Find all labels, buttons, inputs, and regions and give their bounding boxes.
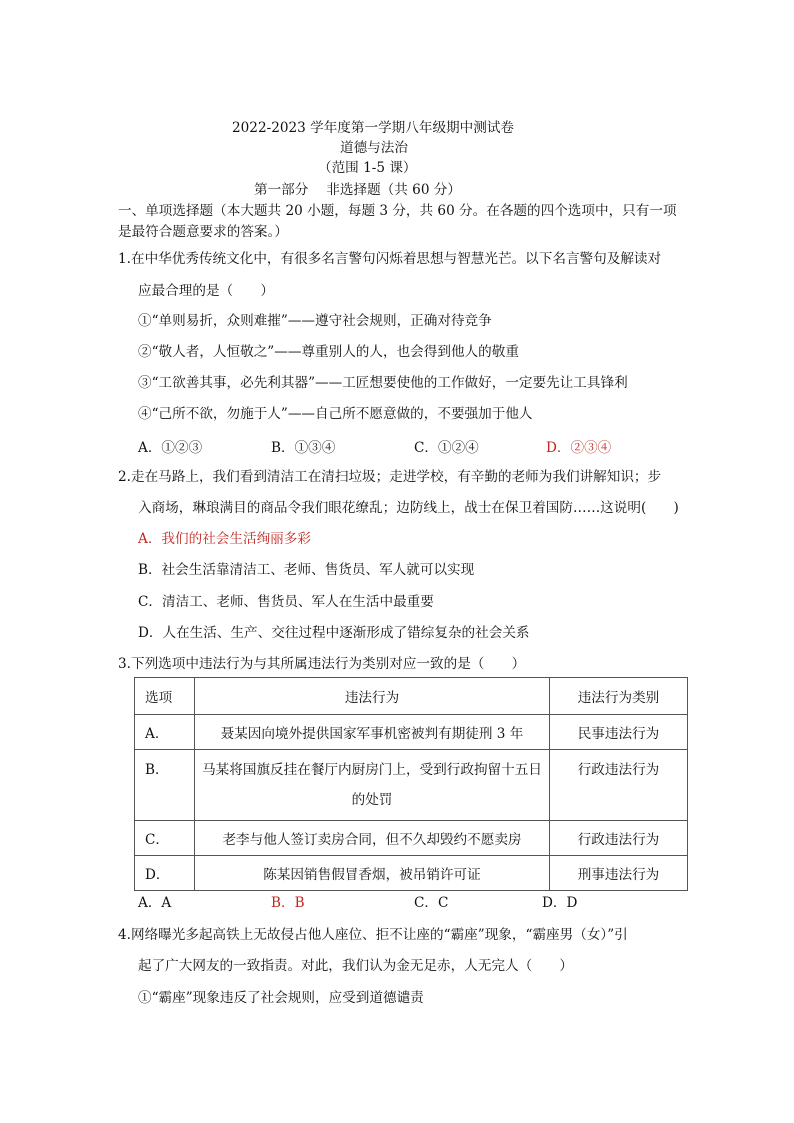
scope-note: （范围 1-5 课） [318, 160, 417, 176]
q3-options [138, 891, 678, 911]
part-title: 第一部分 非选择题（共 60 分） [254, 182, 461, 198]
q3-option-b[interactable]: B．B [271, 895, 305, 911]
q3-table [134, 677, 688, 891]
q3-header-option: 选项 [135, 678, 195, 715]
exam-title: 2022-2023 学年度第一学期八年级期中测试卷 [232, 120, 515, 136]
q1-option-a[interactable]: A．①②③ [138, 440, 203, 456]
q3-row-b-behavior: 马某将国旗反挂在餐厅内厨房门上，受到行政拘留十五日的处罚 [195, 750, 550, 821]
q3-option-d[interactable]: D．D [542, 895, 578, 911]
q1-option-b[interactable]: B．①③④ [271, 440, 336, 456]
q1-item-1: ①“单则易折，众则难摧”——遵守社会规则，正确对待竞争 [138, 313, 492, 329]
q3-stem: 3.下列选项中违法行为与其所属违法行为类别对应一致的是（ ） [118, 656, 526, 672]
q3-row-d-category: 刑事违法行为 [550, 856, 688, 891]
q3-row-a-behavior: 聂某因向境外提供国家军事机密被判有期徒刑 3 年 [195, 715, 550, 750]
q1-options [138, 436, 698, 458]
q1-stem-line2: 应最合理的是（ ） [138, 283, 274, 299]
q3-header-behavior: 违法行为 [195, 678, 550, 715]
q3-row-d-behavior: 陈某因销售假冒香烟，被吊销许可证 [195, 856, 550, 891]
table-row [135, 715, 688, 750]
q2-stem-line2: 入商场，琳琅满目的商品令我们眼花缭乱；边防线上，战士在保卫着国防……这说明( ) [138, 500, 679, 516]
q3-row-b-category: 行政违法行为 [550, 750, 688, 821]
q1-option-c[interactable]: C．①②④ [414, 440, 479, 456]
q1-option-d[interactable]: D．②③④ [546, 440, 612, 456]
subject-title: 道德与法治 [340, 140, 408, 156]
q2-option-a[interactable]: A．我们的社会生活绚丽多彩 [138, 531, 311, 547]
table-row [135, 750, 688, 821]
table-row [135, 821, 688, 856]
q3-row-c-option: C． [135, 821, 195, 856]
q3-row-b-option: B． [135, 750, 195, 821]
q1-stem-line1: 1.在中华优秀传统文化中，有很多名言警句闪烁着思想与智慧光芒。以下名言警句及解读对 [118, 251, 662, 267]
q2-option-b[interactable]: B．社会生活靠清洁工、老师、售货员、军人就可以实现 [138, 562, 475, 578]
q3-row-a-category: 民事违法行为 [550, 715, 688, 750]
q1-item-3: ③“工欲善其事，必先利其器”——工匠想要使他的工作做好，一定要先让工具锋利 [138, 375, 628, 391]
q4-stem-line1: 4.网络曝光多起高铁上无故侵占他人座位、拒不让座的“霸座”现象，“霸座男（女）”引 [118, 927, 628, 943]
q3-option-a[interactable]: A．A [138, 895, 172, 911]
q4-item-1: ①“霸座”现象违反了社会规则，应受到道德谴责 [138, 990, 424, 1006]
q2-option-c[interactable]: C．清洁工、老师、售货员、军人在生活中最重要 [138, 594, 434, 610]
q3-row-c-behavior: 老李与他人签订卖房合同，但不久却毁约不愿卖房 [195, 821, 550, 856]
q3-header-category: 违法行为类别 [550, 678, 688, 715]
q3-row-d-option: D． [135, 856, 195, 891]
section-instructions-line1: 一、单项选择题（本大题共 20 小题，每题 3 分，共 60 分。在各题的四个选项中，只有一项 [118, 203, 677, 219]
q2-stem-line1: 2.走在马路上，我们看到清洁工在清扫垃圾；走进学校，有辛勤的老师为我们讲解知识；步 [118, 469, 662, 485]
section-instructions-line2: 是最符合题意要求的答案。） [118, 224, 288, 240]
q4-stem-line2: 起了广大网友的一致指责。对此，我们认为金无足赤，人无完人（ ） [138, 958, 573, 974]
table-row [135, 856, 688, 891]
q3-row-a-option: A． [135, 715, 195, 750]
q1-item-2: ②“敬人者，人恒敬之”——尊重别人的人，也会得到他人的敬重 [138, 344, 519, 360]
q3-row-c-category: 行政违法行为 [550, 821, 688, 856]
q2-option-d[interactable]: D．人在生活、生产、交往过程中逐渐形成了错综复杂的社会关系 [138, 625, 530, 641]
q3-table-header [135, 678, 688, 715]
q1-item-4: ④“己所不欲，勿施于人”——自己所不愿意做的，不要强加于他人 [138, 406, 533, 422]
q3-option-c[interactable]: C．C [414, 895, 449, 911]
